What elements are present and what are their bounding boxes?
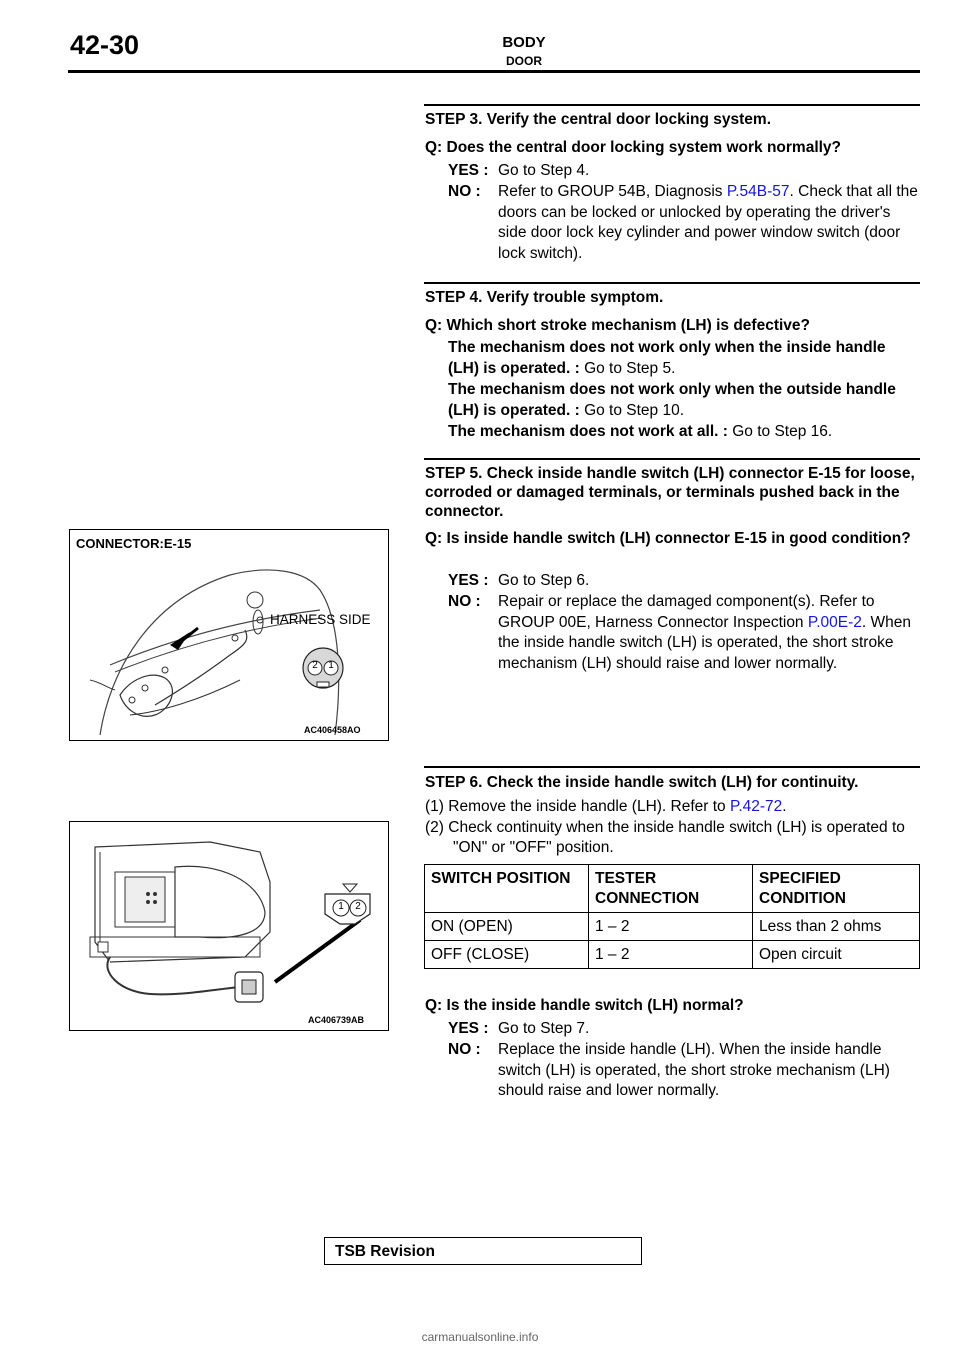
table-cell: OFF (CLOSE) bbox=[425, 941, 589, 969]
step3-question: Q: Does the central door locking system work normally? bbox=[425, 139, 842, 156]
step5-title: STEP 5. Check inside handle switch (LH) connector E-15 for loose, corroded or damaged terminals, or terminals pushed back in the connector. bbox=[425, 465, 915, 520]
step6-item-1: (1) Remove the inside handle (LH). Refer to P.42-72. bbox=[425, 798, 787, 815]
table-cell: Less than 2 ohms bbox=[753, 913, 920, 941]
figure-code: AC406739AB bbox=[308, 1015, 365, 1025]
link-p00e-2[interactable]: P.00E-2 bbox=[807, 613, 862, 631]
step6-title: STEP 6. Check the inside handle switch (LH) for continuity. bbox=[425, 774, 859, 791]
step6-yes-text: Go to Step 7. bbox=[498, 1020, 590, 1037]
table-header-cell: SPECIFIED CONDITION bbox=[753, 865, 920, 913]
figure-code: AC406458AO bbox=[304, 725, 361, 735]
step5-yes-text: Go to Step 6. bbox=[498, 572, 590, 589]
table-cell: Open circuit bbox=[753, 941, 920, 969]
connector-label: CONNECTOR:E-15 bbox=[76, 536, 192, 551]
step4-title: STEP 4. Verify trouble symptom. bbox=[425, 289, 664, 306]
link-p42-72[interactable]: P.42-72 bbox=[729, 798, 783, 815]
step4-question: Q: Which short stroke mechanism (LH) is defective? bbox=[425, 317, 810, 334]
step4-rule bbox=[424, 282, 920, 284]
pin-label: 2 bbox=[312, 660, 318, 671]
step5-question: Q: Is inside handle switch (LH) connector E-15 in good condition? bbox=[425, 530, 911, 547]
door-harness-drawing bbox=[70, 530, 388, 740]
step6-question: Q: Is the inside handle switch (LH) normal? bbox=[425, 997, 744, 1014]
step3-title: STEP 3. Verify the central door locking system. bbox=[425, 111, 772, 128]
table-header-cell: TESTER CONNECTION bbox=[589, 865, 753, 913]
table-row bbox=[425, 913, 920, 941]
connector-e15-figure bbox=[69, 529, 389, 741]
step3-no-text: Refer to GROUP 54B, Diagnosis P.54B-57. Check that all the doors can be locked or unlocked by operating the driver's side door lock key cylinder and power window switch (door lock switch). bbox=[498, 183, 918, 262]
table-header-cell: SWITCH POSITION bbox=[425, 865, 589, 913]
step6-no-label: NO : bbox=[448, 1041, 481, 1058]
step3-rule bbox=[424, 104, 920, 106]
step6-yes-label: YES : bbox=[448, 1020, 489, 1037]
pin-label: 2 bbox=[355, 901, 361, 912]
inside-handle-drawing bbox=[70, 822, 388, 1030]
pin-label: 1 bbox=[328, 660, 334, 671]
step3-no-label: NO : bbox=[448, 183, 481, 200]
step6-no-text: Replace the inside handle (LH). When the inside handle switch (LH) is operated, the short stroke mechanism (LH) should raise and lower normally. bbox=[498, 1041, 890, 1099]
step4-option-3: The mechanism does not work at all. : Go to Step 16. bbox=[448, 423, 833, 440]
tsb-revision-box: TSB Revision bbox=[324, 1237, 642, 1265]
step5-yes-label: YES : bbox=[448, 572, 489, 589]
inside-handle-figure bbox=[69, 821, 389, 1031]
page-number: 42-30 bbox=[70, 30, 140, 60]
table-header-row bbox=[425, 865, 920, 913]
link-p54b-57[interactable]: P.54B-57 bbox=[726, 183, 790, 200]
step6-rule bbox=[424, 766, 920, 768]
table-row bbox=[425, 941, 920, 969]
table-cell: 1 – 2 bbox=[589, 941, 753, 969]
harness-side-label: HARNESS SIDE bbox=[270, 612, 371, 627]
step4-option-2: The mechanism does not work only when the outside handle (LH) is operated. : Go to Step 10. bbox=[448, 381, 896, 419]
step5-no-text: Repair or replace the damaged component(s). Refer to GROUP 00E, Harness Connector Inspection P.00E-2. When the inside handle switch (LH) is operated, the short stroke mechanism (LH) should raise and lower normally. bbox=[498, 593, 911, 672]
section-title: BODY bbox=[502, 34, 546, 51]
table-cell: ON (OPEN) bbox=[425, 913, 589, 941]
header-rule bbox=[68, 70, 920, 73]
step4-option-1: The mechanism does not work only when the inside handle (LH) is operated. : Go to Step 5. bbox=[448, 339, 886, 377]
pin-label: 1 bbox=[338, 901, 344, 912]
section-subtitle: DOOR bbox=[506, 54, 542, 68]
step3-yes-label: YES : bbox=[448, 162, 489, 179]
continuity-spec-table bbox=[424, 864, 920, 969]
watermark: carmanualsonline.info bbox=[421, 1330, 539, 1344]
step6-item-2: (2) Check continuity when the inside handle switch (LH) is operated to "ON" or "OFF" position. bbox=[425, 819, 905, 856]
step3-yes-text: Go to Step 4. bbox=[498, 162, 590, 179]
table-cell: 1 – 2 bbox=[589, 913, 753, 941]
step5-no-label: NO : bbox=[448, 593, 481, 610]
step5-rule bbox=[424, 458, 920, 460]
